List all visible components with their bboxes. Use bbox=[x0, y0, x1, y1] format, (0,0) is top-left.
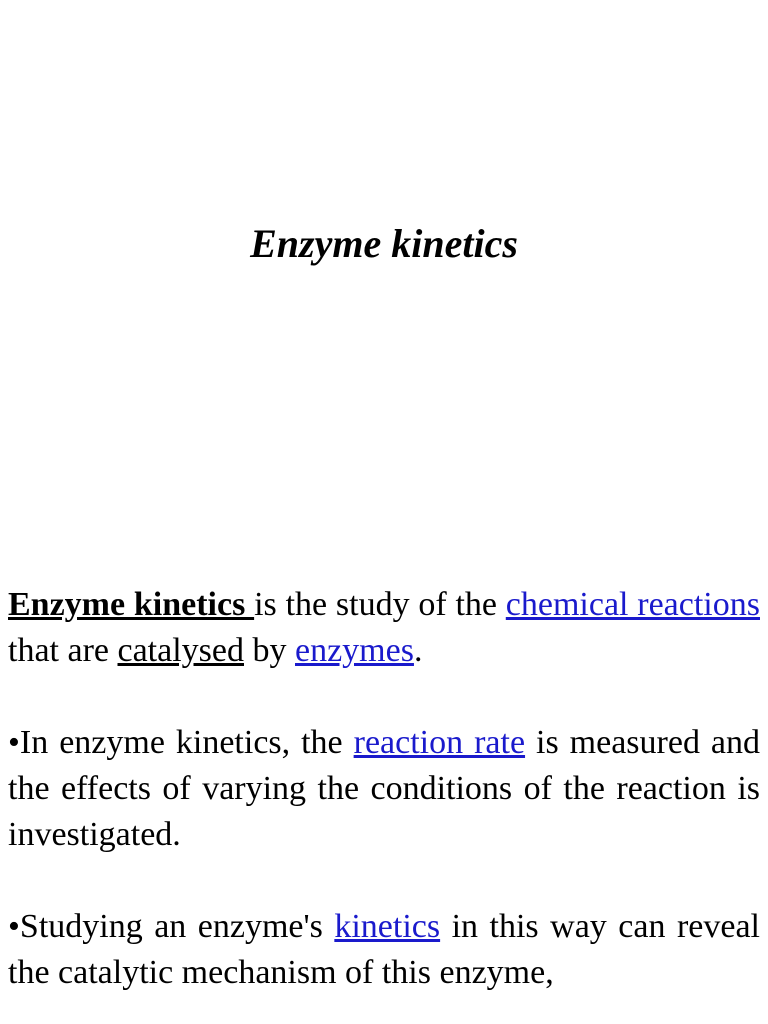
paragraph-studying-kinetics bbox=[8, 904, 760, 996]
link-reaction-rate[interactable]: reaction rate bbox=[353, 724, 526, 761]
link-chemical-reactions[interactable]: chemical reactions bbox=[505, 586, 760, 623]
text: •Studying an enzyme's bbox=[8, 908, 335, 945]
link-kinetics[interactable]: kinetics bbox=[334, 908, 441, 945]
paragraph-definition bbox=[8, 582, 760, 674]
paragraph-reaction-rate bbox=[8, 720, 760, 858]
term-enzyme-kinetics: Enzyme kinetics bbox=[8, 586, 255, 623]
text: is the study of the bbox=[254, 586, 506, 623]
text: that are bbox=[8, 632, 118, 669]
text: in this way can reveal the catalytic mechanism of this enzyme, bbox=[8, 908, 760, 991]
text: by bbox=[244, 632, 295, 669]
text: •In enzyme kinetics, the bbox=[8, 724, 354, 761]
text: is measured and the effects of varying the conditions of the reaction is investigated. bbox=[8, 724, 761, 853]
text: . bbox=[413, 632, 423, 669]
document-body bbox=[8, 582, 760, 1024]
link-enzymes[interactable]: enzymes bbox=[295, 632, 414, 669]
term-catalysed: catalysed bbox=[117, 632, 244, 669]
page-title: Enzyme kinetics bbox=[250, 221, 518, 266]
